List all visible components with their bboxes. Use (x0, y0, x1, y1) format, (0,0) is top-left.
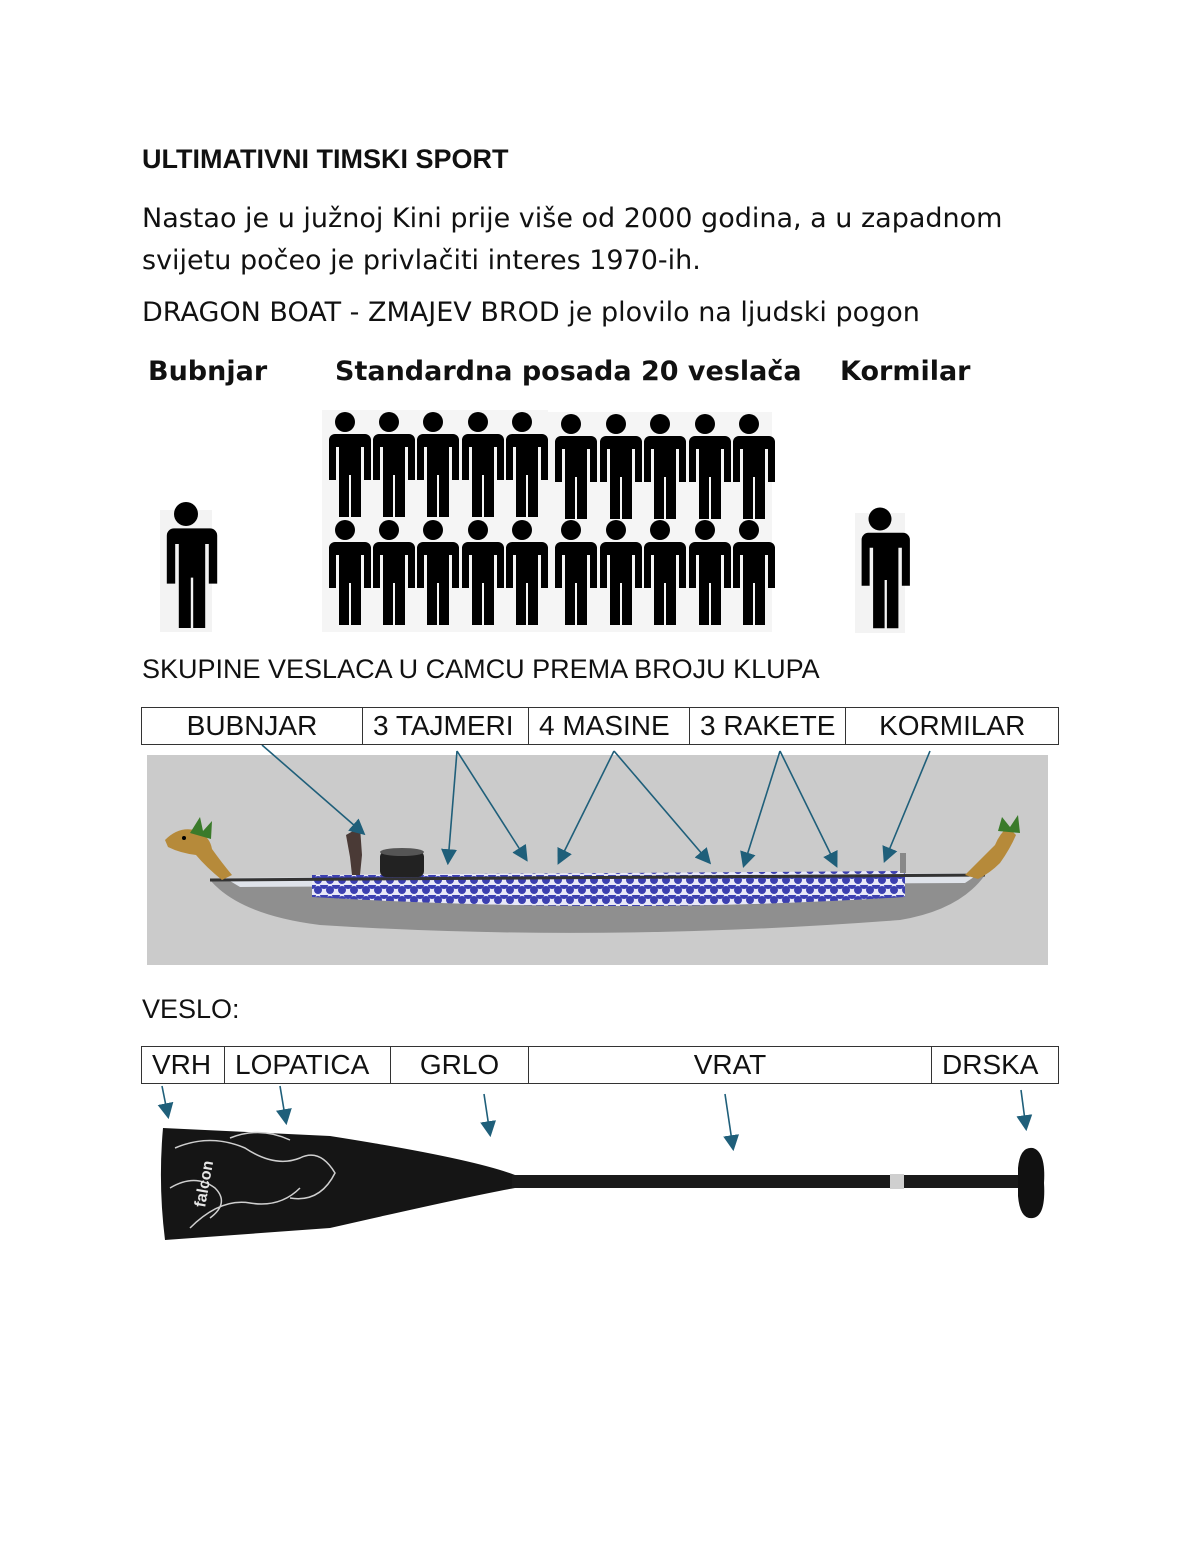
paddle-part-throat: GRLO (391, 1047, 529, 1084)
group-cell-steerer: KORMILAR (846, 708, 1059, 745)
crew-figures (0, 400, 1200, 640)
definition-text: DRAGON BOAT - ZMAJEV BROD je plovilo na ljudski pogon (142, 297, 920, 328)
paddle-blade (161, 1128, 515, 1240)
drum-icon (380, 848, 424, 877)
intro-paragraph: Nastao je u južnoj Kini prije više od 2000 godina, a u zapadnom svijetu počeo je privlačiti interes 1970-ih. (142, 203, 1003, 276)
groups-title: SKUPINE VESLACA U CAMCU PREMA BROJU KLUPA (142, 654, 820, 684)
group-cell-timers: 3 TAJMERI (363, 708, 529, 745)
paddle-title: VESLO: (142, 994, 240, 1024)
groups-table (141, 707, 1059, 745)
group-cell-drummer: BUBNJAR (142, 708, 363, 745)
paddle-grip (1018, 1148, 1044, 1218)
steerer-label: Kormilar (840, 356, 971, 387)
drummer-label: Bubnjar (148, 356, 268, 387)
boat-background (147, 755, 1048, 965)
paddle-shaft (512, 1175, 890, 1188)
paddle-shaft-band (890, 1174, 904, 1189)
paddlers-label: Standardna posada 20 veslača (335, 356, 802, 387)
steering-post (900, 853, 906, 873)
paddle-part-grip: DRSKA (932, 1047, 1059, 1084)
page-title: ULTIMATIVNI TIMSKI SPORT (142, 144, 509, 174)
paddle-part-tip: VRH (142, 1047, 225, 1084)
paddle-brand-text: falcon (192, 1159, 218, 1209)
group-cell-engines: 4 MASINE (529, 708, 690, 745)
paddle-part-shaft: VRAT (529, 1047, 932, 1084)
dragon-boat-illustration (0, 745, 1200, 970)
paddle-illustration (0, 1078, 1200, 1258)
paddle-part-blade: LOPATICA (225, 1047, 391, 1084)
group-cell-rockets: 3 RAKETE (690, 708, 846, 745)
